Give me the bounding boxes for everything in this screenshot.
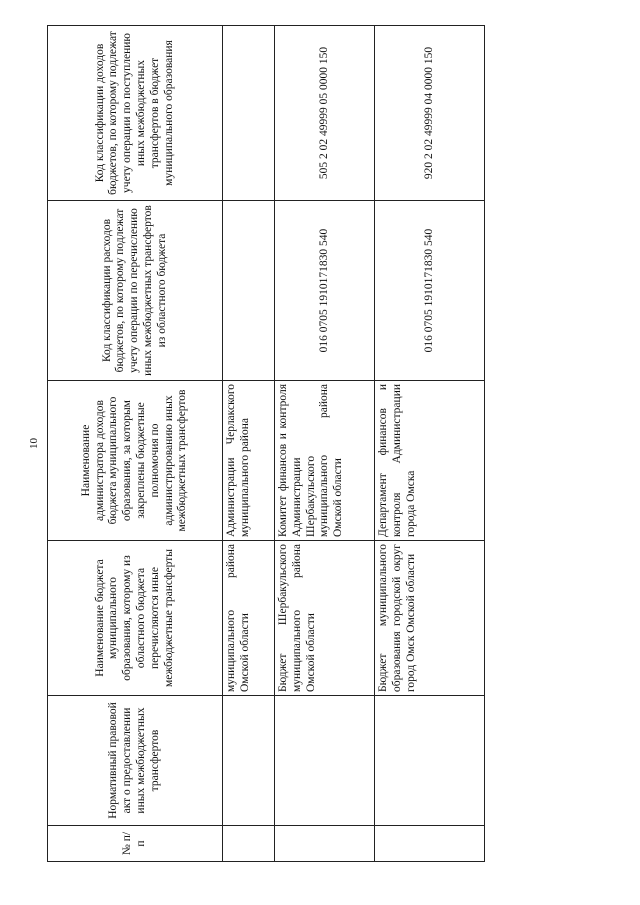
cell-legal-act [223, 696, 275, 826]
cell-budget-name: Бюджет муниципального образования городской округ город Омск Омской области [375, 541, 485, 696]
table-row [275, 26, 375, 862]
table-header-row [48, 26, 223, 862]
cell-administrator: Комитет финансов и контроля Администрации Шербакульского муниципального района Омской области [275, 381, 375, 541]
header-income-code: Код классификации доходов бюджетов, по которому подлежат учету операции по поступлению иных межбюджетных трансфертов в бюджет муниципального образования [48, 26, 223, 201]
header-administrator: Наименование администратора доходов бюджета муниципального образования, за которым закреплены бюджетные полномочия по администрированию иных межбюджетных трансфертов [48, 381, 223, 541]
rotated-table-wrapper [47, 26, 484, 862]
header-number: № п/п [48, 826, 223, 862]
cell-number [375, 826, 485, 862]
table-row [375, 26, 485, 862]
cell-budget-name: муниципального района Омской области [223, 541, 275, 696]
header-legal-act: Нормативный правовой акт о предоставлении иных межбюджетных трансфертов [48, 696, 223, 826]
cell-income-code [223, 26, 275, 201]
cell-expense-code: 016 0705 1910171830 540 [275, 201, 375, 381]
cell-legal-act [275, 696, 375, 826]
cell-income-code: 505 2 02 49999 05 0000 150 [275, 26, 375, 201]
cell-number [275, 826, 375, 862]
header-expense-code: Код классификации расходов бюджетов, по которому подлежат учету операции по перечислению иных межбюджетных трансфертов из областного бюджета [48, 201, 223, 381]
cell-expense-code: 016 0705 1910171830 540 [375, 201, 485, 381]
cell-number [223, 826, 275, 862]
cell-expense-code [223, 201, 275, 381]
header-budget-name: Наименование бюджета муниципального образования, которому из областного бюджета перечисляются иные межбюджетные трансферты [48, 541, 223, 696]
table-row [223, 26, 275, 862]
cell-administrator: Администрации Черлакского муниципального района [223, 381, 275, 541]
transfers-table [47, 25, 485, 862]
page-number: 10 [28, 438, 40, 449]
cell-legal-act [375, 696, 485, 826]
cell-administrator: Департамент финансов и контроля Администрации города Омска [375, 381, 485, 541]
cell-budget-name: Бюджет Шербакульского муниципального района Омской области [275, 541, 375, 696]
cell-income-code: 920 2 02 49999 04 0000 150 [375, 26, 485, 201]
